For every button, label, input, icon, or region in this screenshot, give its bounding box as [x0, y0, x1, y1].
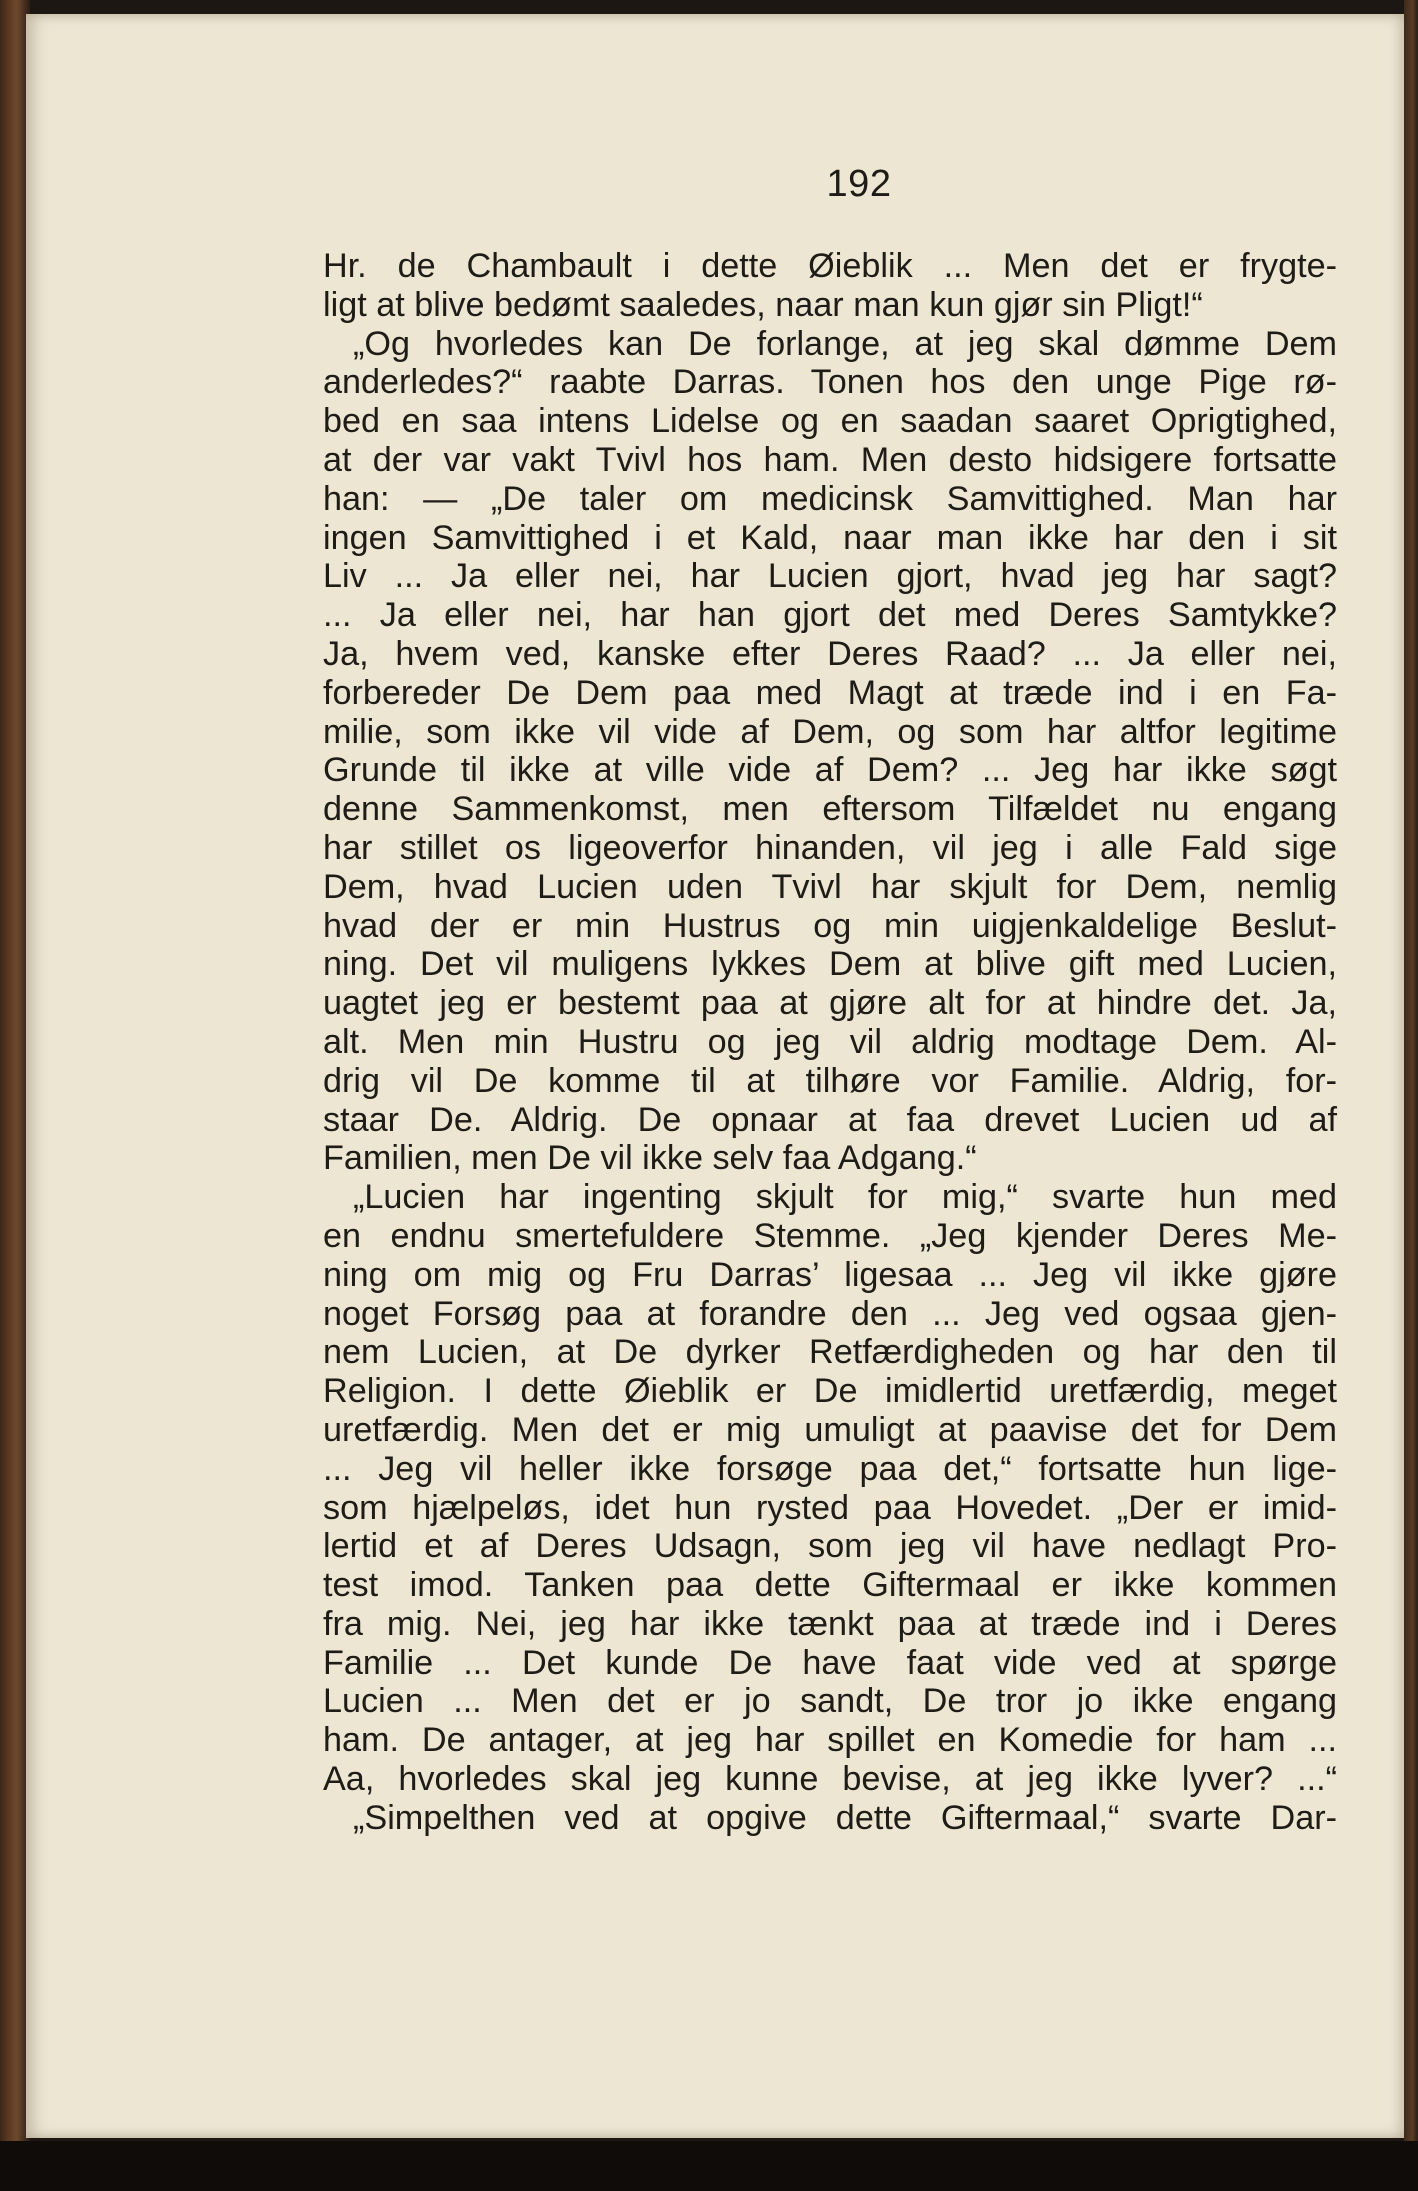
- text-line: „Lucien har ingenting skjult for mig,“ svarte hun med: [353, 1178, 1337, 1217]
- text-line: ... Ja eller nei, har han gjort det med Deres Samtykke?: [323, 596, 1337, 635]
- text-line: ham. De antager, at jeg har spillet en Komedie for ham ...: [323, 1721, 1337, 1760]
- text-line: anderledes?“ raabte Darras. Tonen hos den unge Pige rø-: [323, 363, 1337, 402]
- text-line: Hr. de Chambault i dette Øieblik ... Men det er frygte-: [323, 247, 1337, 285]
- text-line: bed en saa intens Lidelse og en saadan saaret Oprigtighed,: [323, 402, 1337, 441]
- text-line: Dem, hvad Lucien uden Tvivl har skjult for Dem, nemlig: [323, 867, 1337, 906]
- text-line: ingen Samvittighed i et Kald, naar man ikke har den i sit: [323, 518, 1337, 557]
- text-line: uretfærdig. Men det er mig umuligt at paavise det for Dem: [323, 1410, 1337, 1449]
- text-line: fra mig. Nei, jeg har ikke tænkt paa at træde ind i Deres: [323, 1604, 1337, 1643]
- text-line: milie, som ikke vil vide af Dem, og som har altfor legitime: [323, 712, 1337, 751]
- text-line: alt. Men min Hustru og jeg vil aldrig modtage Dem. Al-: [323, 1022, 1337, 1061]
- text-line: ... Jeg vil heller ikke forsøge paa det,“ fortsatte hun lige-: [323, 1449, 1337, 1488]
- text-line: „Simpelthen ved at opgive dette Giftermaal,“ svarte Dar-: [353, 1798, 1337, 1837]
- text-line: Grunde til ikke at ville vide af Dem? ... Jeg har ikke søgt: [323, 751, 1337, 790]
- text-line: Liv ... Ja eller nei, har Lucien gjort, hvad jeg har sagt?: [323, 557, 1337, 596]
- text-line: staar De. Aldrig. De opnaar at faa drevet Lucien ud af: [323, 1100, 1337, 1139]
- text-line: noget Forsøg paa at forandre den ... Jeg ved ogsaa gjen-: [323, 1294, 1337, 1333]
- text-line: Religion. I dette Øieblik er De imidlertid uretfærdig, meget: [323, 1372, 1337, 1411]
- text-line: test imod. Tanken paa dette Giftermaal er ikke kommen: [323, 1566, 1337, 1605]
- text-line: hvad der er min Hustrus og min uigjenkaldelige Beslut-: [323, 906, 1337, 945]
- text-line: en endnu smertefuldere Stemme. „Jeg kjender Deres Me-: [323, 1216, 1337, 1255]
- text-line: „Og hvorledes kan De forlange, at jeg skal dømme Dem: [353, 324, 1337, 363]
- book-page: [26, 14, 1404, 2138]
- text-line: han: — „De taler om medicinsk Samvittighed. Man har: [323, 479, 1337, 518]
- text-line: Familie ... Det kunde De have faat vide ved at spørge: [323, 1643, 1337, 1682]
- book-cover-bottom: [0, 2141, 1418, 2191]
- page-number: 192: [826, 163, 892, 205]
- book-binding-right: [1404, 0, 1418, 2191]
- text-line: at der var vakt Tvivl hos ham. Men desto hidsigere fortsatte: [323, 440, 1337, 479]
- body-text: [323, 247, 1337, 1838]
- text-line: som hjælpeløs, idet hun rysted paa Hovedet. „Der er imid-: [323, 1488, 1337, 1527]
- text-line: ning om mig og Fru Darras’ ligesaa ... Jeg vil ikke gjøre: [323, 1255, 1337, 1294]
- text-line: lertid et af Deres Udsagn, som jeg vil have nedlagt Pro-: [323, 1527, 1337, 1566]
- text-line: ligt at blive bedømt saaledes, naar man kun gjør sin Pligt!“: [323, 285, 1203, 324]
- text-line: har stillet os ligeoverfor hinanden, vil jeg i alle Fald sige: [323, 828, 1337, 867]
- text-line: Familien, men De vil ikke selv faa Adgang.“: [323, 1139, 977, 1178]
- text-line: drig vil De komme til at tilhøre vor Familie. Aldrig, for-: [323, 1061, 1337, 1100]
- text-line: denne Sammenkomst, men eftersom Tilfældet nu engang: [323, 790, 1337, 829]
- text-line: nem Lucien, at De dyrker Retfærdigheden og har den til: [323, 1333, 1337, 1372]
- text-line: uagtet jeg er bestemt paa at gjøre alt for at hindre det. Ja,: [323, 984, 1337, 1023]
- text-line: Lucien ... Men det er jo sandt, De tror jo ikke engang: [323, 1682, 1337, 1721]
- text-line: forbereder De Dem paa med Magt at træde ind i en Fa-: [323, 673, 1337, 712]
- text-line: Aa, hvorledes skal jeg kunne bevise, at jeg ikke lyver? ...“: [323, 1760, 1337, 1799]
- text-line: Ja, hvem ved, kanske efter Deres Raad? ... Ja eller nei,: [323, 634, 1337, 673]
- text-line: ning. Det vil muligens lykkes Dem at blive gift med Lucien,: [323, 945, 1337, 984]
